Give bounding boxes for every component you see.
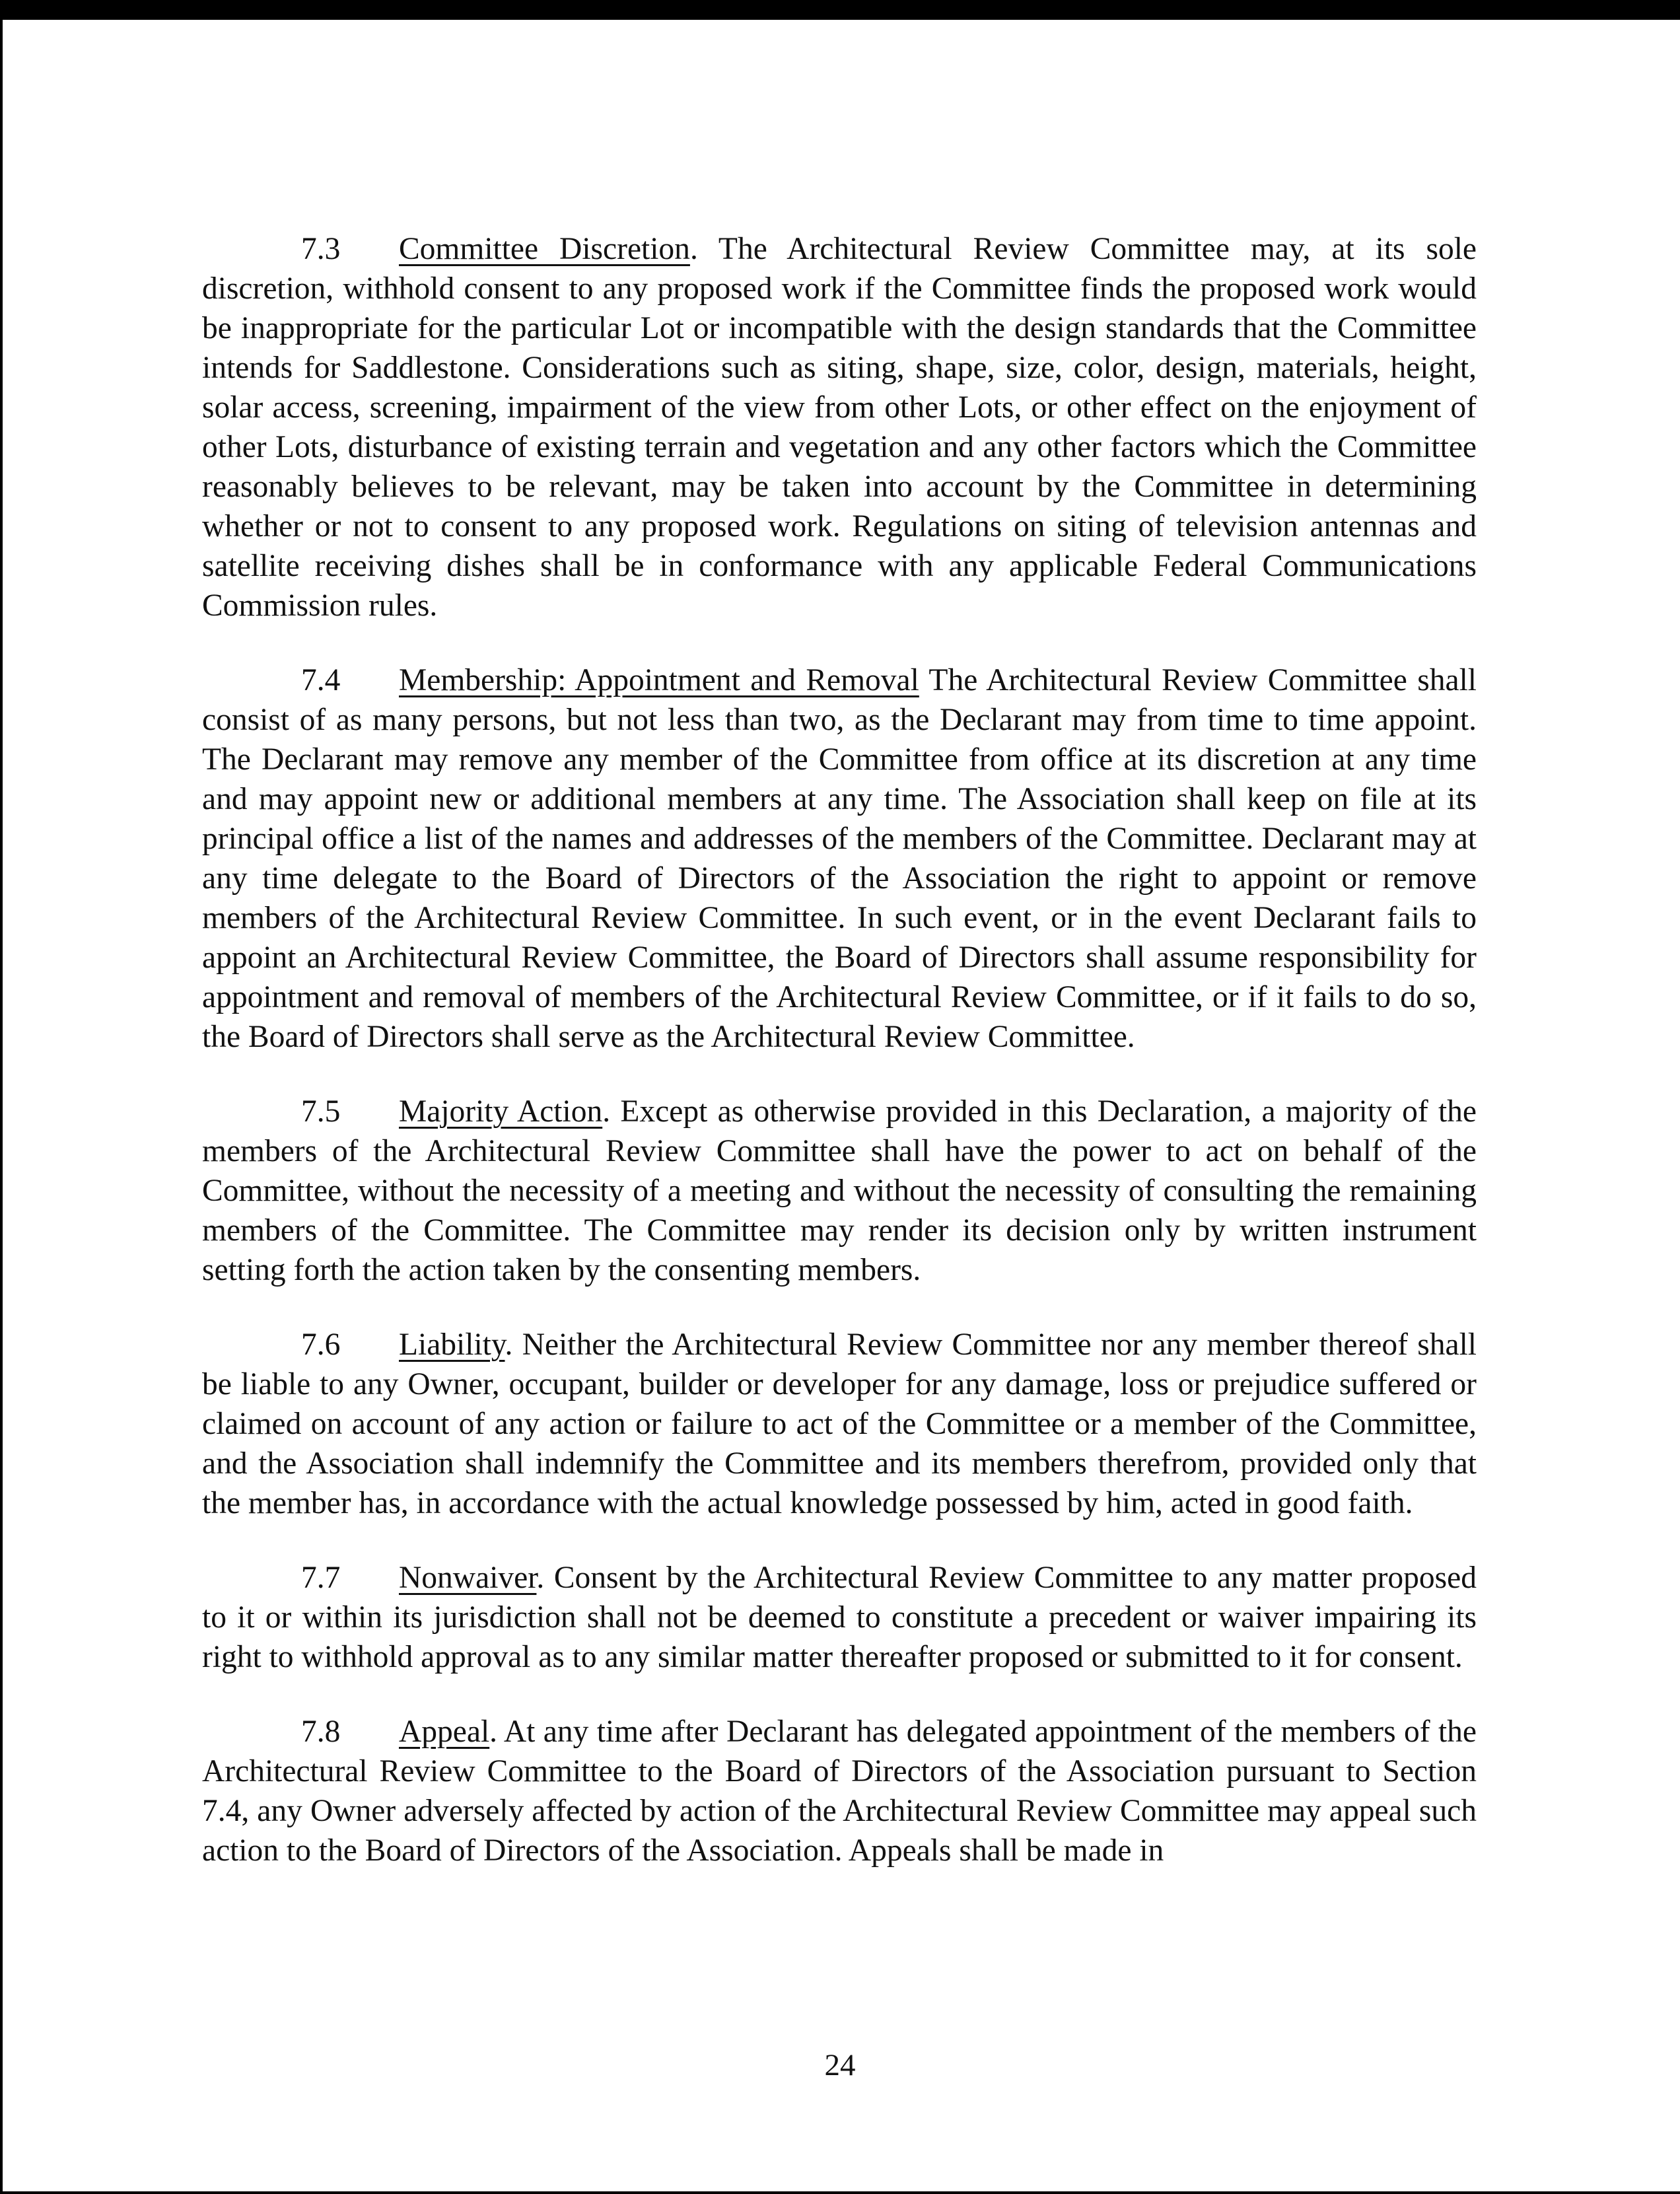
section-7-5 <box>202 1092 1477 1290</box>
section-number: 7.7 <box>301 1561 341 1595</box>
section-heading: Membership: Appointment and Removal <box>399 663 919 697</box>
section-heading: Liability <box>399 1327 505 1362</box>
document-page <box>202 229 1477 1905</box>
heading-separator: . <box>489 1715 498 1749</box>
section-number: 7.3 <box>301 232 341 266</box>
heading-separator: . <box>536 1561 545 1595</box>
heading-separator: . <box>505 1327 513 1362</box>
section-body: At any time after Declarant has delegated appointment of the members of the Architectural Review Committee to the Board of Directors of the Association pursuant to Section 7.4, any Owner adversely affected by action of the Architectural Review Committee may appeal such action to the Board of Directors of the Association. Appeals shall be made in <box>202 1715 1477 1868</box>
section-number: 7.6 <box>301 1327 341 1362</box>
section-heading: Committee Discretion <box>399 232 690 266</box>
section-number: 7.8 <box>301 1715 341 1749</box>
page-number: 24 <box>824 2048 856 2082</box>
section-body: The Architectural Review Committee shall consist of as many persons, but not less than two, as the Declarant may from time to time appoint. The Declarant may remove any member of the Committee from office at its discretion at any time and may appoint new or additional members at any time. The Association shall keep on file at its principal office a list of the names and addresses of the members of the Committee. Declarant may at any time delegate to the Board of Directors of the Association the right to appoint or remove members of the Architectural Review Committee. In such event, or in the event Declarant fails to appoint an Architectural Review Committee, the Board of Directors shall assume responsibility for appointment and removal of members of the Architectural Review Committee, or if it fails to do so, the Board of Directors shall serve as the Architectural Review Committee. <box>202 663 1477 1054</box>
scan-left-border <box>0 0 3 2194</box>
section-number: 7.4 <box>301 663 341 697</box>
section-heading: Majority Action <box>399 1094 603 1129</box>
heading-separator: . <box>602 1094 611 1129</box>
section-7-6 <box>202 1325 1477 1523</box>
section-7-7 <box>202 1558 1477 1677</box>
scan-top-border <box>0 0 1680 20</box>
section-body: The Architectural Review Committee may, at its sole discretion, withhold consent to any proposed work if the Committee finds the proposed work would be inappropriate for the particular Lot or incompatible with the design standards that the Committee intends for Saddlestone. Considerations such as siting, shape, size, color, design, materials, height, solar access, screening, impairment of the view from other Lots, or other effect on the enjoyment of other Lots, disturbance of existing terrain and vegetation and any other factors which the Committee reasonably believes to be relevant, may be taken into account by the Committee in determining whether or not to consent to any proposed work. Regulations on siting of television antennas and satellite receiving dishes shall be in conformance with any applicable Federal Communications Commission rules. <box>202 232 1477 623</box>
section-body: Neither the Architectural Review Committee nor any member thereof shall be liable to any Owner, occupant, builder or developer for any damage, loss or prejudice suffered or claimed on account of any action or failure to act of the Committee or a member of the Committee, and the Association shall indemnify the Committee and its members therefrom, provided only that the member has, in accordance with the actual knowledge possessed by him, acted in good faith. <box>202 1327 1477 1520</box>
section-number: 7.5 <box>301 1094 341 1129</box>
heading-separator: . <box>689 232 698 266</box>
section-7-3 <box>202 229 1477 625</box>
section-body: Consent by the Architectural Review Committee to any matter proposed to it or within its jurisdiction shall not be deemed to constitute a precedent or waiver impairing its right to withhold approval as to any similar matter thereafter proposed or submitted to it for consent. <box>202 1561 1477 1674</box>
section-heading: Appeal <box>399 1715 490 1749</box>
section-7-8 <box>202 1712 1477 1870</box>
section-body: Except as otherwise provided in this Declaration, a majority of the members of the Architectural Review Committee shall have the power to act on behalf of the Committee, without the necessity of a meeting and without the necessity of consulting the remaining members of the Committee. The Committee may render its decision only by written instrument setting forth the action taken by the consenting members. <box>202 1094 1477 1287</box>
scan-bottom-border <box>0 2191 1680 2194</box>
section-7-4 <box>202 660 1477 1057</box>
section-heading: Nonwaiver <box>399 1561 537 1595</box>
